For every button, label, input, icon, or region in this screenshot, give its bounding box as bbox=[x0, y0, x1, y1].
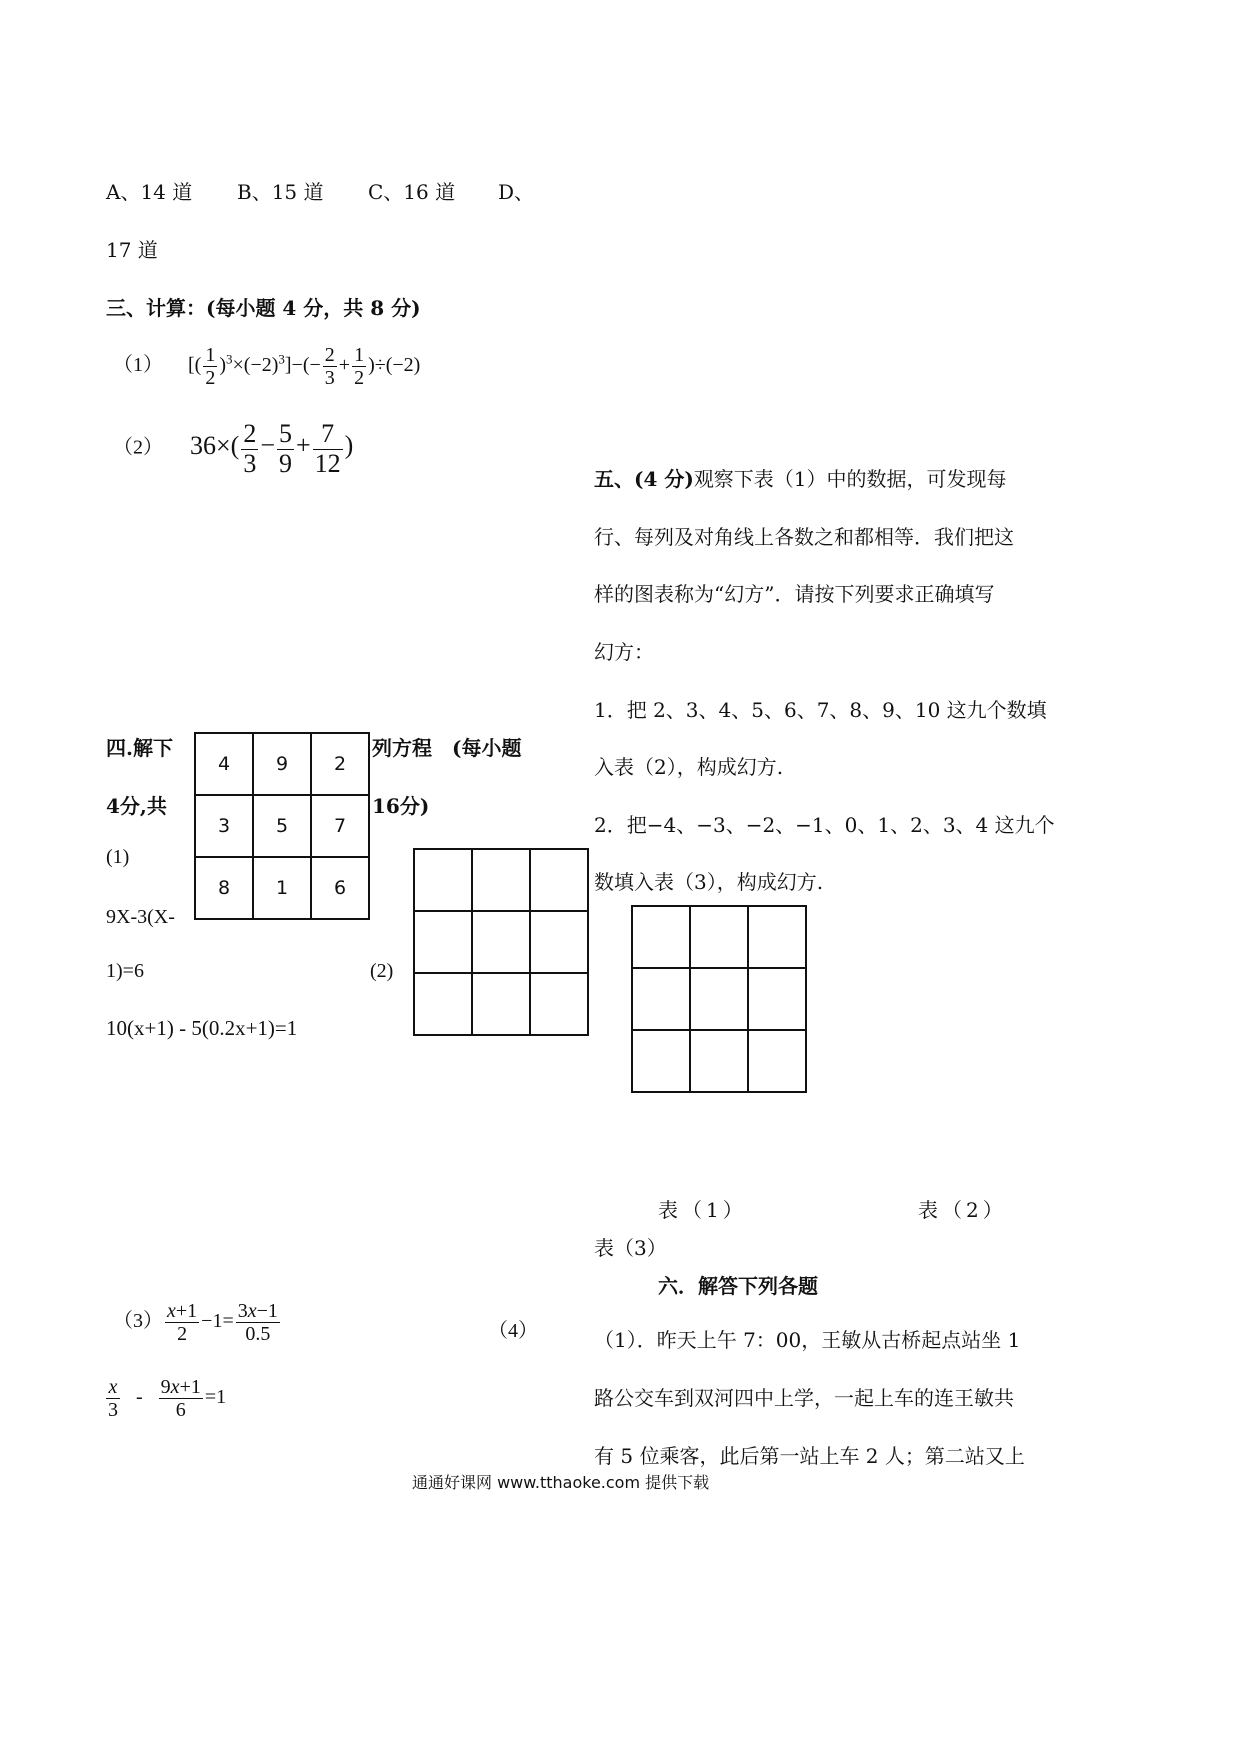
equation4-2: 10(x+1) - 5(0.2x+1)=1 bbox=[106, 1016, 298, 1040]
problem4-4-label: （4） bbox=[488, 1320, 538, 1342]
table2-cell bbox=[414, 849, 472, 911]
table1-cell: 3 bbox=[195, 795, 253, 857]
section5-line3: 样的图表称为“幻方”．请按下列要求正确填写 bbox=[594, 582, 995, 606]
table2-cell bbox=[472, 973, 530, 1035]
table2-cell bbox=[472, 849, 530, 911]
problem3-1-label: （1） bbox=[113, 354, 163, 377]
table1-cell: 9 bbox=[253, 733, 311, 795]
table3-cell bbox=[690, 968, 748, 1030]
section4-heading-b: 列方程 (每小题 bbox=[372, 736, 522, 760]
problem4-2-label: (2) bbox=[370, 960, 394, 982]
section5-item1-line2: 入表（2），构成幻方. bbox=[594, 755, 784, 779]
table1-cell: 8 bbox=[195, 857, 253, 919]
problem3-1: （1） [( $\frac{1}{2}$ )$^3\times(-2)^3]-(-$ $\frac{2}{3}$ + $\frac{1}{2}$ )÷(−2) bbox=[113, 344, 421, 389]
table3-cell bbox=[748, 968, 806, 1030]
section5-item2-line2: 数填入表（3），构成幻方. bbox=[594, 870, 824, 894]
section4-heading-d: 16分) bbox=[372, 794, 430, 818]
table1-cell: 2 bbox=[311, 733, 369, 795]
magic-table-2 bbox=[413, 848, 589, 1036]
problem3-2: （2） 36×( $\frac{2}{3}$ − $\frac{5}{9}$ + $\frac{7}{12}$ ) bbox=[113, 419, 354, 478]
equation4-1-line1: 9X-3(X- bbox=[106, 906, 175, 928]
table1-cell: 6 bbox=[311, 857, 369, 919]
table2-cell bbox=[414, 911, 472, 973]
section4-heading-c: 4分,共 bbox=[106, 794, 167, 818]
caption-table-1: 表（1） bbox=[658, 1198, 747, 1222]
table2-cell bbox=[530, 849, 588, 911]
table2-cell bbox=[530, 911, 588, 973]
section5-heading: 五、(4 分) bbox=[594, 467, 694, 491]
magic-table-3 bbox=[631, 905, 807, 1093]
table3-cell bbox=[748, 1030, 806, 1092]
problem4-4: $\frac{x}{3}$ - $\frac{9x+1}{6}$ =1 bbox=[108, 1376, 227, 1421]
table2-cell bbox=[472, 911, 530, 973]
table1-cell: 5 bbox=[253, 795, 311, 857]
section4-heading-a: 四.解下 bbox=[106, 736, 173, 760]
table1-cell: 1 bbox=[253, 857, 311, 919]
table2-cell bbox=[530, 973, 588, 1035]
table1-cell: 4 bbox=[195, 733, 253, 795]
section5-line4: 幻方： bbox=[594, 640, 654, 664]
problem4-3: （3） $\frac{x+1}{2}$ −1= $\frac{3x-1}{0.5}$ bbox=[113, 1300, 278, 1345]
section3-heading: 三、计算：(每小题 4 分，共 8 分) bbox=[106, 296, 421, 320]
section6-line1: （1）．昨天上午 7：00，王敏从古桥起点站坐 1 bbox=[594, 1328, 1021, 1352]
section6-line2: 路公交车到双河四中上学，一起上车的连王敏共 bbox=[594, 1386, 1014, 1410]
choice-b: B、15 道 bbox=[237, 180, 324, 204]
choice-d-continued: 17 道 bbox=[106, 238, 158, 262]
section5-item2-line1: 2．把−4、−3、−2、−1、0、1、2、3、4 这九个 bbox=[594, 813, 1055, 837]
choice-c: C、16 道 bbox=[368, 180, 456, 204]
section5-line1: 五、(4 分)观察下表（1）中的数据，可发现每 bbox=[594, 467, 1007, 491]
table3-cell bbox=[748, 906, 806, 968]
caption-table-2: 表（2） bbox=[918, 1198, 1007, 1222]
choice-a: A、14 道 bbox=[106, 180, 193, 204]
footer-text: 通通好课网 www.tthaoke.com 提供下载 bbox=[412, 1473, 710, 1492]
table3-cell bbox=[632, 906, 690, 968]
section5-item1-line1: 1．把 2、3、4、5、6、7、8、9、10 这九个数填 bbox=[594, 698, 1047, 722]
problem4-1-label: (1) bbox=[106, 846, 130, 868]
table3-cell bbox=[690, 1030, 748, 1092]
table3-cell bbox=[632, 968, 690, 1030]
table3-cell bbox=[690, 906, 748, 968]
problem3-2-coef: 36×( bbox=[190, 430, 240, 460]
equation4-1-line2: 1)=6 bbox=[106, 960, 144, 982]
magic-table-1 bbox=[194, 732, 370, 920]
table2-cell bbox=[414, 973, 472, 1035]
choice-d: D、 bbox=[498, 180, 535, 204]
caption-table-3: 表（3） bbox=[594, 1236, 667, 1260]
section5-line2: 行、每列及对角线上各数之和都相等．我们把这 bbox=[594, 525, 1014, 549]
section6-heading: 六．解答下列各题 bbox=[658, 1274, 818, 1298]
problem4-3-label: （3） bbox=[113, 1310, 163, 1333]
section6-line3: 有 5 位乘客，此后第一站上车 2 人；第二站又上 bbox=[594, 1444, 1025, 1468]
table3-cell bbox=[632, 1030, 690, 1092]
table1-cell: 7 bbox=[311, 795, 369, 857]
problem3-2-label: （2） bbox=[113, 436, 163, 459]
